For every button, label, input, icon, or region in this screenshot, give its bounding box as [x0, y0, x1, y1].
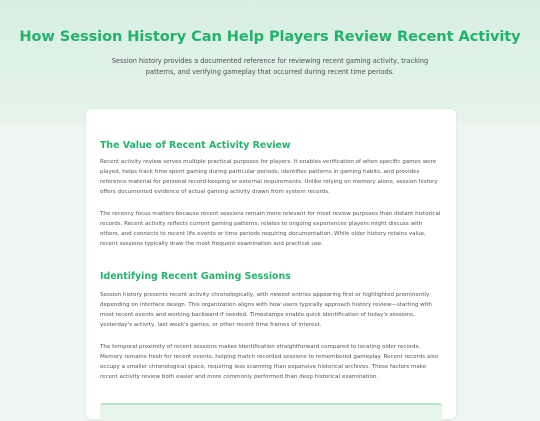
section-paragraph: The temporal proximity of recent sessions makes identification straightforward compared to locating older records. Memory remains fresh for recent events, helping match recorded sessions to remembered gameplay. Recent records also occupy a smaller chronological space, requiring less scanning than expansive historical archives. These factors make recent activity review both easier and more commonly performed than deep historical examination. — [100, 344, 439, 381]
page-title: How Session History Can Help Players Review Recent Activity — [19, 28, 521, 45]
section-heading-value: The Value of Recent Activity Review — [100, 140, 291, 151]
article-card — [86, 109, 456, 419]
page-subtitle: Session history provides a documented reference for reviewing recent gaming activity, tracking patterns, and verifying gameplay that occurred during recent time periods. — [111, 57, 429, 76]
callout-box — [100, 403, 442, 421]
section-heading-identifying: Identifying Recent Gaming Sessions — [100, 271, 291, 282]
section-paragraph: The recency focus matters because recent sessions remain more relevant for most review purposes than distant historical records. Recent activity reflects current gaming patterns, relates to ongoing experiences players might discuss with others, and connects to recent life events or time periods requiring documentation. While older history retains value, recent sessions typically draw the most frequent examination and practical use. — [100, 211, 441, 248]
section-paragraph: Recent activity review serves multiple practical purposes for players. It enables verification of when specific games were played, helps track time spent gaming during particular periods, identifies patterns in gaming habits, and provides reference material for personal record-keeping or external requirements. Unlike relying on memory alone, session history offers documented evidence of actual gaming activity drawn from system records. — [100, 159, 438, 196]
section-paragraph: Session history presents recent activity chronologically, with newest entries appearing first or highlighted prominently depending on interface design. This organization aligns with how users typically approach history review—starting with most recent events and working backward if needed. Timestamps enable quick identification of today's sessions, yesterday's activity, last week's games, or other recent time frames of interest. — [100, 292, 432, 329]
page-header — [0, 0, 540, 123]
